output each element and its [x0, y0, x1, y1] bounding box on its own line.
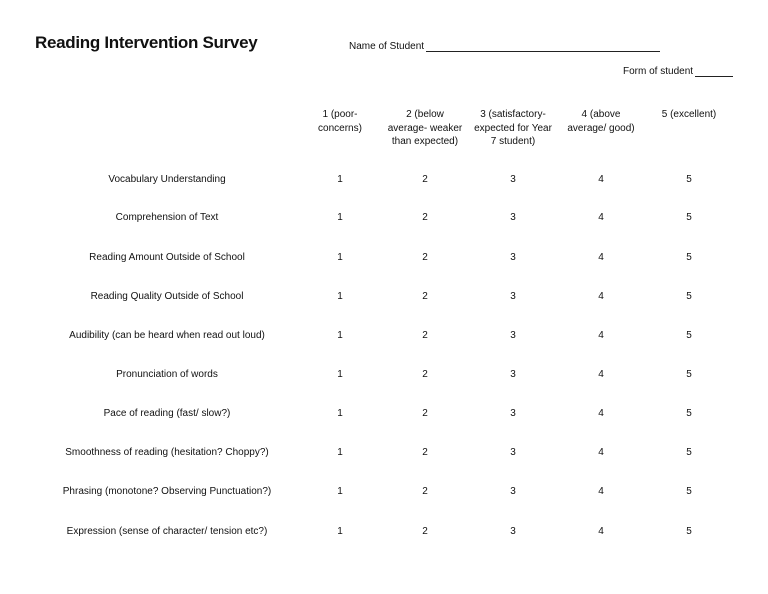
score-option-2[interactable]: 2 [422, 486, 428, 497]
score-option-2[interactable]: 2 [422, 408, 428, 419]
score-option-4[interactable]: 4 [598, 174, 604, 185]
student-name-field[interactable] [349, 40, 660, 52]
score-option-3[interactable]: 3 [510, 252, 516, 263]
scale-header-4: 4 (above average/ good) [567, 109, 635, 134]
score-option-5[interactable]: 5 [686, 174, 692, 185]
score-option-5[interactable]: 5 [686, 212, 692, 223]
score-option-3[interactable]: 3 [510, 447, 516, 458]
criterion-label: Reading Quality Outside of School [90, 291, 244, 302]
criterion-label: Smoothness of reading (hesitation? Choppy?) [65, 447, 269, 458]
score-option-3[interactable]: 3 [510, 408, 516, 419]
score-option-3[interactable]: 3 [510, 526, 516, 537]
student-form-field[interactable] [623, 65, 733, 77]
score-option-5[interactable]: 5 [686, 408, 692, 419]
score-option-3[interactable]: 3 [510, 486, 516, 497]
score-option-5[interactable]: 5 [686, 252, 692, 263]
score-option-4[interactable]: 4 [598, 212, 604, 223]
score-option-5[interactable]: 5 [686, 526, 692, 537]
score-option-2[interactable]: 2 [422, 291, 428, 302]
score-option-1[interactable]: 1 [337, 369, 343, 380]
score-option-1[interactable]: 1 [337, 526, 343, 537]
criterion-label: Audibility (can be heard when read out loud) [69, 330, 265, 341]
score-option-3[interactable]: 3 [510, 174, 516, 185]
score-option-5[interactable]: 5 [686, 291, 692, 302]
criterion-label: Phrasing (monotone? Observing Punctuation?) [62, 486, 272, 497]
scale-header-2: 2 (below average- weaker than expected) [387, 109, 463, 147]
score-option-4[interactable]: 4 [598, 330, 604, 341]
score-option-1[interactable]: 1 [337, 212, 343, 223]
score-option-2[interactable]: 2 [422, 212, 428, 223]
score-option-4[interactable]: 4 [598, 252, 604, 263]
criterion-label: Reading Amount Outside of School [89, 252, 245, 263]
score-option-1[interactable]: 1 [337, 330, 343, 341]
criterion-label: Vocabulary Understanding [108, 174, 226, 185]
student-form-blank[interactable] [695, 65, 733, 77]
score-option-2[interactable]: 2 [422, 252, 428, 263]
score-option-1[interactable]: 1 [337, 252, 343, 263]
scale-header-5: 5 (excellent) [661, 109, 717, 120]
criterion-label: Pace of reading (fast/ slow?) [103, 408, 231, 419]
score-option-4[interactable]: 4 [598, 291, 604, 302]
score-option-3[interactable]: 3 [510, 291, 516, 302]
score-option-2[interactable]: 2 [422, 174, 428, 185]
score-option-4[interactable]: 4 [598, 447, 604, 458]
criterion-label: Pronunciation of words [116, 369, 218, 380]
score-option-1[interactable]: 1 [337, 486, 343, 497]
student-name-blank[interactable] [426, 40, 660, 52]
score-option-2[interactable]: 2 [422, 526, 428, 537]
score-option-1[interactable]: 1 [337, 174, 343, 185]
score-option-2[interactable]: 2 [422, 330, 428, 341]
score-option-1[interactable]: 1 [337, 291, 343, 302]
score-option-5[interactable]: 5 [686, 486, 692, 497]
score-option-4[interactable]: 4 [598, 486, 604, 497]
score-option-2[interactable]: 2 [422, 447, 428, 458]
score-option-4[interactable]: 4 [598, 369, 604, 380]
score-option-1[interactable]: 1 [337, 408, 343, 419]
score-option-5[interactable]: 5 [686, 330, 692, 341]
score-option-3[interactable]: 3 [510, 369, 516, 380]
score-option-3[interactable]: 3 [510, 330, 516, 341]
score-option-1[interactable]: 1 [337, 447, 343, 458]
criterion-label: Expression (sense of character/ tension etc?) [66, 526, 268, 537]
scale-header-3: 3 (satisfactory- expected for Year 7 student) [474, 109, 552, 147]
score-option-5[interactable]: 5 [686, 447, 692, 458]
student-form-label: Form of student [623, 66, 694, 77]
score-option-3[interactable]: 3 [510, 212, 516, 223]
score-option-2[interactable]: 2 [422, 369, 428, 380]
scale-header-1: 1 (poor- concerns) [318, 109, 362, 134]
criterion-label: Comprehension of Text [115, 212, 219, 223]
score-option-5[interactable]: 5 [686, 369, 692, 380]
score-option-4[interactable]: 4 [598, 408, 604, 419]
score-option-4[interactable]: 4 [598, 526, 604, 537]
survey-title: Reading Intervention Survey [35, 33, 258, 52]
student-name-label: Name of Student [349, 41, 425, 52]
